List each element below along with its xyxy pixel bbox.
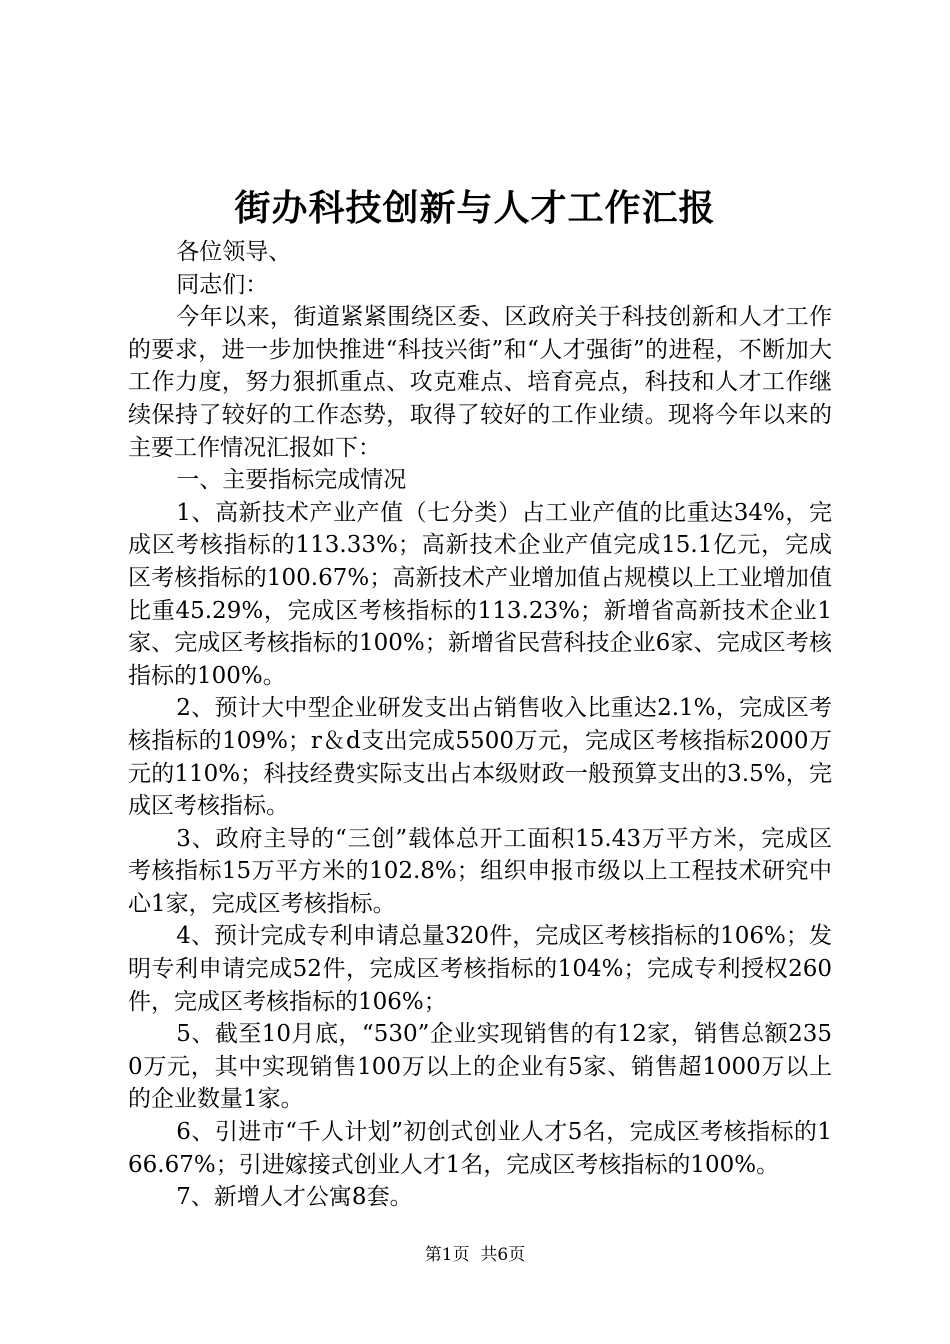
item-paragraph-3: 3、政府主导的“三创”载体总开工面积15.43万平方米，完成区考核指标15万平方米的102.8%；组织申报市级以上工程技术研究中心1家，完成区考核指标。 [128, 825, 832, 917]
salutation-comrades: 同志们： [176, 271, 269, 298]
section-heading: 一、主要指标完成情况 [176, 467, 407, 494]
salutation-leaders: 各位领导、 [176, 239, 292, 265]
item-paragraph-4: 4、预计完成专利申请总量320件，完成区考核指标的106%；发明专利申请完成52件，完成区考核指标的104%；完成专利授权260件，完成区考核指标的106%； [128, 923, 832, 1015]
page-total: 共6页 [480, 1245, 526, 1265]
item-paragraph-6: 6、引进市“千人计划”初创式创业人才5名，完成区考核指标的166.67%；引进嫁接式创业人才1名，完成区考核指标的100%。 [128, 1119, 832, 1178]
page-number: 第1页 [424, 1245, 470, 1265]
item-paragraph-7: 7、新增人才公寓8套。 [176, 1184, 413, 1211]
item-paragraph-2: 2、预计大中型企业研发支出占销售收入比重达2.1%，完成区考核指标的109%；r＆d支出完成5500万元，完成区考核指标2000万元的110%；科技经费实际支出占本级财政一般预算支出的3.5%，完成区考核指标。 [128, 695, 832, 820]
document-body [128, 236, 832, 1214]
item-paragraph-1: 1、高新技术产业产值（七分类）占工业产值的比重达34%，完成区考核指标的113.33%；高新技术企业产值完成15.1亿元，完成区考核指标的100.67%；高新技术产业增加值占规模以上工业增加值比重45.29%，完成区考核指标的113.23%；新增省高新技术企业1家、完成区考核指标的100%；新增省民营科技企业6家、完成区考核指标的100%。 [128, 499, 832, 689]
page-footer [0, 1243, 950, 1267]
intro-paragraph: 今年以来，街道紧紧围绕区委、区政府关于科技创新和人才工作的要求，进一步加快推进“科技兴街”和“人才强街”的进程，不断加大工作力度，努力狠抓重点、攻克难点、培育亮点，科技和人才工作继续保持了较好的工作态势，取得了较好的工作业绩。现将今年以来的主要工作情况汇报如下： [128, 304, 832, 461]
document-title: 街办科技创新与人才工作汇报 [234, 187, 716, 229]
item-paragraph-5: 5、截至10月底，“530”企业实现销售的有12家，销售总额2350万元，其中实现销售100万以上的企业有5家、销售超1000万以上的企业数量1家。 [128, 1021, 832, 1113]
